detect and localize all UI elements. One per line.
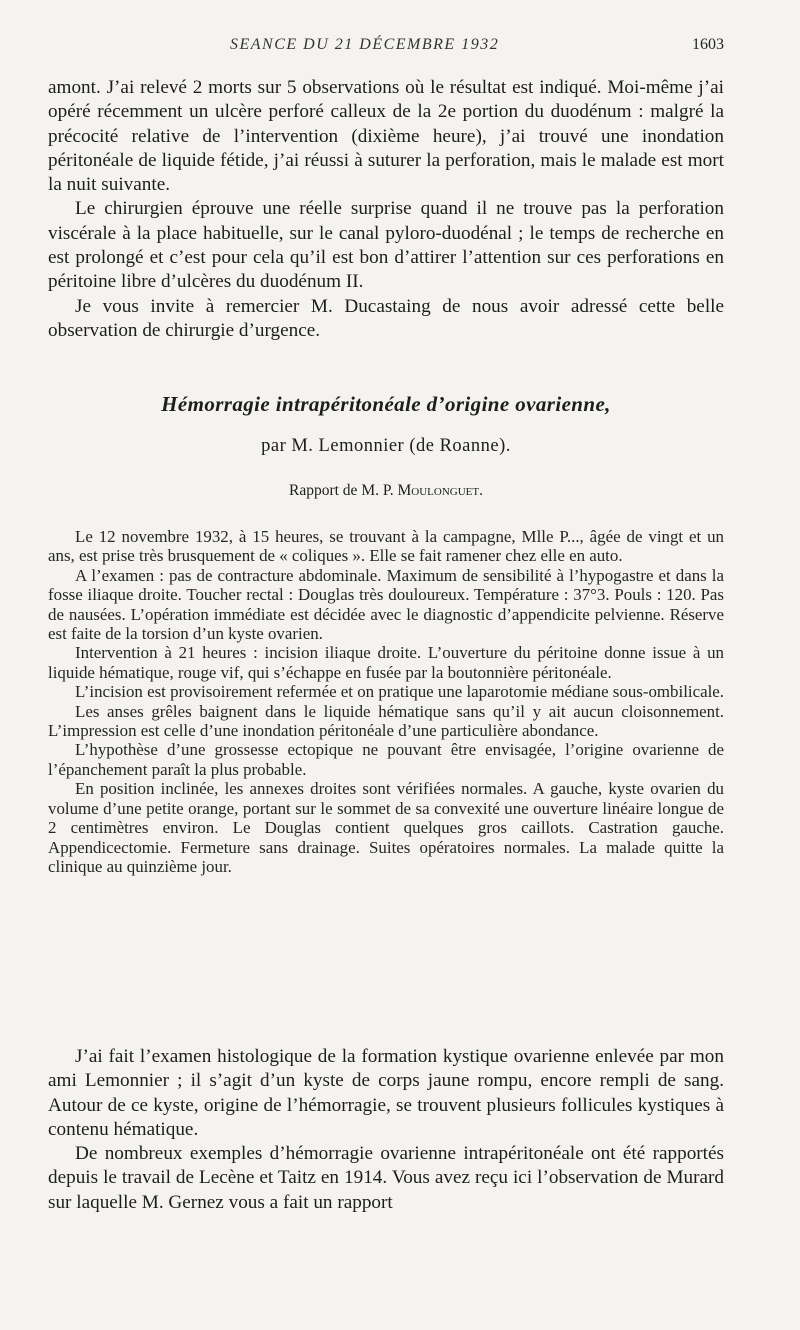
case-report-block	[48, 527, 724, 876]
report-line	[48, 482, 724, 500]
case-paragraph: L’hypothèse d’une grossesse ectopique ne pouvant être envisagée, l’origine ovarienne de l’épanchement paraît la plus probable.	[48, 740, 724, 779]
case-paragraph: L’incision est provisoirement refermée et on pratique une laparotomie médiane sous-ombilicale.	[75, 682, 724, 702]
paragraph: Je vous invite à remercier M. Ducastaing de nous avoir adressé cette belle observation de chirurgie d’urgence.	[48, 295, 724, 341]
article-byline: par M. Lemonnier (de Roanne).	[261, 436, 511, 456]
continued-text-block	[48, 76, 724, 343]
paragraph: J’ai fait l’examen histologique de la formation kystique ovarienne enlevée par mon ami Lemonnier ; il s’agit d’un kyste de corps jaune rompu, encore rempli de sang. Autour de ce kyste, origine de l’hémorragie, se trouvent plusieurs follicules kystiques à contenu hématique.	[48, 1046, 724, 1140]
running-title: SEANCE DU 21 DÉCEMBRE 1932	[230, 36, 500, 53]
page-number: 1603	[692, 36, 724, 53]
report-author: Moulonguet.	[397, 482, 483, 499]
paragraph: amont. J’ai relevé 2 morts sur 5 observations où le résultat est indiqué. Moi-même j’ai opéré récemment un ulcère perforé calleux de la 2e portion du duodénum : malgré la précocité relative de l’intervention (dixième heure), j’ai trouvé une inondation péritonéale de liquide fétide, j’ai réussi à suturer la perforation, mais le malade est mort la nuit suivante.	[48, 77, 724, 196]
case-paragraph: A l’examen : pas de contracture abdominale. Maximum de sensibilité à l’hypogastre et dans la fosse iliaque droite. Toucher rectal : Douglas très douloureux. Température : 37°3. Pouls : 120. Pas de nausées. L’opération immédiate est décidée avec le diagnostic d’appendicite pelvienne. Réserve est faite de la torsion d’un kyste ovarien.	[48, 565, 724, 644]
paragraph: Le chirurgien éprouve une réelle surprise quand il ne trouve pas la perforation viscérale à la place habituelle, sur le canal pyloro-duodénal ; le temps de recherche en est prolongé et c’est pour cela qu’il est bon d’attirer l’attention sur ces perforations en péritoine libre d’ulcères du duodénum II.	[48, 198, 724, 293]
report-prefix: Rapport de M. P.	[289, 482, 394, 499]
case-paragraph: Les anses grêles baignent dans le liquide hématique sans qu’il y ait aucun cloisonnement. L’impression est celle d’une inondation péritonéale d’une particulière abondance.	[48, 701, 724, 741]
running-header	[48, 36, 724, 58]
article-title: Hémorragie intrapéritonéale d’origine ovarienne,	[161, 392, 611, 416]
case-paragraph: Le 12 novembre 1932, à 15 heures, se trouvant à la campagne, Mlle P..., âgée de vingt et un ans, est prise très brusquement de « coliques ». Elle se fait ramener chez elle en auto.	[48, 527, 724, 566]
case-paragraph: Intervention à 21 heures : incision iliaque droite. L’ouverture du péritoine donne issue à un liquide hématique, rouge vif, qui s’échappe en fusée par la boutonnière péritonéale.	[48, 643, 724, 682]
case-paragraph: En position inclinée, les annexes droites sont vérifiées normales. A gauche, kyste ovarien du volume d’une petite orange, portant sur le sommet de sa convexité une ouverture linéaire longue de 2 centimètres environ. Le Douglas contient quelques gros caillots. Castration gauche. Appendicectomie. Fermeture sans drainage. Suites opératoires normales. La malade quitte la clinique au quinzième jour.	[48, 779, 724, 876]
paragraph: De nombreux exemples d’hémorragie ovarienne intrapéritonéale ont été rapportés depuis le travail de Lecène et Taitz en 1914. Vous avez reçu ici l’observation de Murard sur laquelle M. Gernez vous a fait un rapport	[48, 1143, 724, 1213]
commentary-block	[48, 1045, 724, 1215]
